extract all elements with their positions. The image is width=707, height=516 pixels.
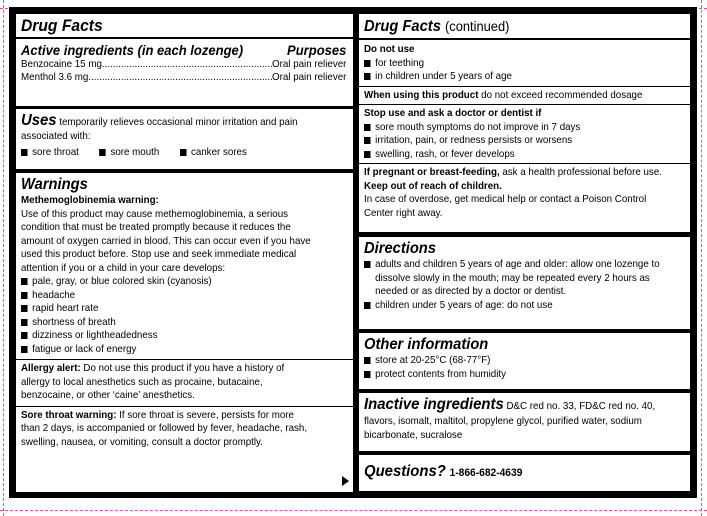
other-information-heading: Other information: [364, 336, 489, 353]
active-ingredients-panel: [16, 14, 353, 106]
ingredient-row: Benzocaine 15 mg ..... Oral pain reliever: [21, 58, 346, 71]
directions-heading: Directions: [364, 240, 436, 257]
warnings-heading: Warnings: [21, 176, 88, 193]
square-bullet-icon: [21, 305, 28, 312]
square-bullet-icon: [364, 371, 371, 378]
warnings-panel: Warnings Methemoglobinemia warning: Use of this product may cause methemoglobinemia, a serious condition that must be treated promptly because it reduces the amount of oxygen carried in blood. This can occur even if you have used this product before. Stop use and seek immediate medical attention if you or a child in your care develops: pale, gray, or blue colored skin (cyanosis) headache rapid heart rate shortness of breath dizziness or lightheadedness fatigue or lack of energy Allergy alert: Do not use this product if you have a history of allergy to local anesthetics such as procaine, butacaine, benzocaine, or other ‘caine’ anesthetics. Sore throat warning: If sore throat is severe, persists for more than 2 days, is accompanied or followed by fever, headache, rash, swelling, nausea, or vomiting, consult a doctor promptly.: [16, 173, 353, 492]
inactive-ingredients-heading: Inactive ingredients: [364, 396, 504, 413]
list-item: sore mouth symptoms do not improve in 7 days: [364, 121, 663, 135]
uses-text: temporarily relieves occasional minor irritation and pain: [59, 116, 298, 128]
overdose-line: In case of overdose, get medical help or contact a Poison Control: [364, 193, 647, 205]
square-bullet-icon: [21, 149, 28, 156]
phone-number[interactable]: 1-866-682-4639: [449, 467, 523, 479]
square-bullet-icon: [21, 346, 28, 353]
square-bullet-icon: [364, 124, 371, 131]
uses-text: associated with:: [21, 130, 91, 142]
uses-panel: [16, 109, 353, 169]
when-using-line: When using this product do not exceed recommended dosage: [364, 88, 643, 101]
square-bullet-icon: [21, 319, 28, 326]
uses-list: sore throat sore mouth canker sores: [21, 146, 325, 160]
square-bullet-icon: [364, 60, 371, 67]
square-bullet-icon: [364, 151, 371, 158]
do-not-use-heading: Do not use: [364, 43, 415, 55]
square-bullet-icon: [364, 73, 371, 80]
ingredient-row: Menthol 3.6 mg ..... Oral pain reliever: [21, 71, 346, 84]
square-bullet-icon: [364, 357, 371, 364]
uses-heading: Uses: [21, 112, 57, 129]
guide-line-left: [3, 0, 4, 516]
list-item: irritation, pain, or redness persists or worsens: [364, 134, 663, 148]
list-item: shortness of breath: [21, 316, 325, 330]
list-item: pale, gray, or blue colored skin (cyanosis): [21, 275, 325, 289]
continued-panel: Drug Facts (continued) Do not use for teething in children under 5 years of age When using this product do not exceed recommended dosage Stop use and ask a doctor or dentist if sore mouth symptoms do not improve in 7 days irritation, pain, or redness persists or worsens swelling, rash, or fever develops If pregnant or breast-feeding, ask a health professional before use. Keep out of reach of children. In case of overdose, get medical help or contact a Poison Control Center right away.: [359, 14, 690, 232]
stop-use-heading: Stop use and ask a doctor or dentist if: [364, 107, 542, 119]
purposes-heading: Purposes: [287, 42, 347, 58]
drug-facts-continued-title: Drug Facts (continued): [364, 18, 510, 35]
square-bullet-icon: [99, 149, 106, 156]
square-bullet-icon: [21, 332, 28, 339]
inactive-ingredients-panel: Inactive ingredients D&C red no. 33, FD&C red no. 40, flavors, isomalt, maltitol, propylene glycol, purified water, sodium bicarbonate, sucralose: [359, 393, 690, 451]
methemoglobinemia-heading: Methemoglobinemia warning:: [21, 194, 159, 206]
list-item: fatigue or lack of energy: [21, 343, 325, 357]
list-item: store at 20-25°C (68-77°F): [364, 354, 663, 368]
drug-facts-label: [9, 7, 697, 498]
drug-facts-title: Drug Facts: [21, 16, 103, 35]
list-item: rapid heart rate: [21, 302, 325, 316]
square-bullet-icon: [21, 292, 28, 299]
square-bullet-icon: [21, 278, 28, 285]
list-item: children under 5 years of age: do not use: [364, 299, 663, 313]
guide-line-right: [701, 0, 702, 516]
questions-heading: Questions?: [364, 463, 446, 480]
list-item: protect contents from humidity: [364, 368, 663, 382]
list-item: headache: [21, 289, 325, 303]
list-item: swelling, rash, or fever develops: [364, 148, 663, 162]
square-bullet-icon: [364, 302, 371, 309]
square-bullet-icon: [180, 149, 187, 156]
sore-throat-warning: Sore throat warning: If sore throat is severe, persists for more: [21, 408, 294, 421]
keep-out-of-reach: Keep out of reach of children.: [364, 179, 502, 192]
list-item: for teething: [364, 57, 663, 71]
other-information-panel: [359, 333, 690, 389]
list-item: dizziness or lightheadedness: [21, 329, 325, 343]
square-bullet-icon: [364, 137, 371, 144]
questions-panel: [359, 455, 690, 491]
continue-arrow-icon: [342, 476, 349, 486]
directions-panel: Directions adults and children 5 years of age and older: allow one lozenge to dissolve slowly in the mouth; may be repeated every 2 hours as needed or as directed by a doctor or dentist. children under 5 years of age: do not use: [359, 237, 690, 329]
right-column: [359, 7, 690, 498]
list-item: adults and children 5 years of age and older: allow one lozenge to: [364, 258, 663, 272]
guide-line-bottom: [0, 510, 707, 511]
allergy-alert: Allergy alert: Do not use this product if you have a history of: [21, 362, 285, 374]
list-item: in children under 5 years of age: [364, 70, 663, 84]
square-bullet-icon: [364, 261, 371, 268]
active-ingredients-heading: Active ingredients (in each lozenge) Purposes: [21, 42, 347, 58]
left-column: [16, 7, 353, 498]
pregnancy-line: If pregnant or breast-feeding, ask a health professional before use.: [364, 166, 662, 178]
